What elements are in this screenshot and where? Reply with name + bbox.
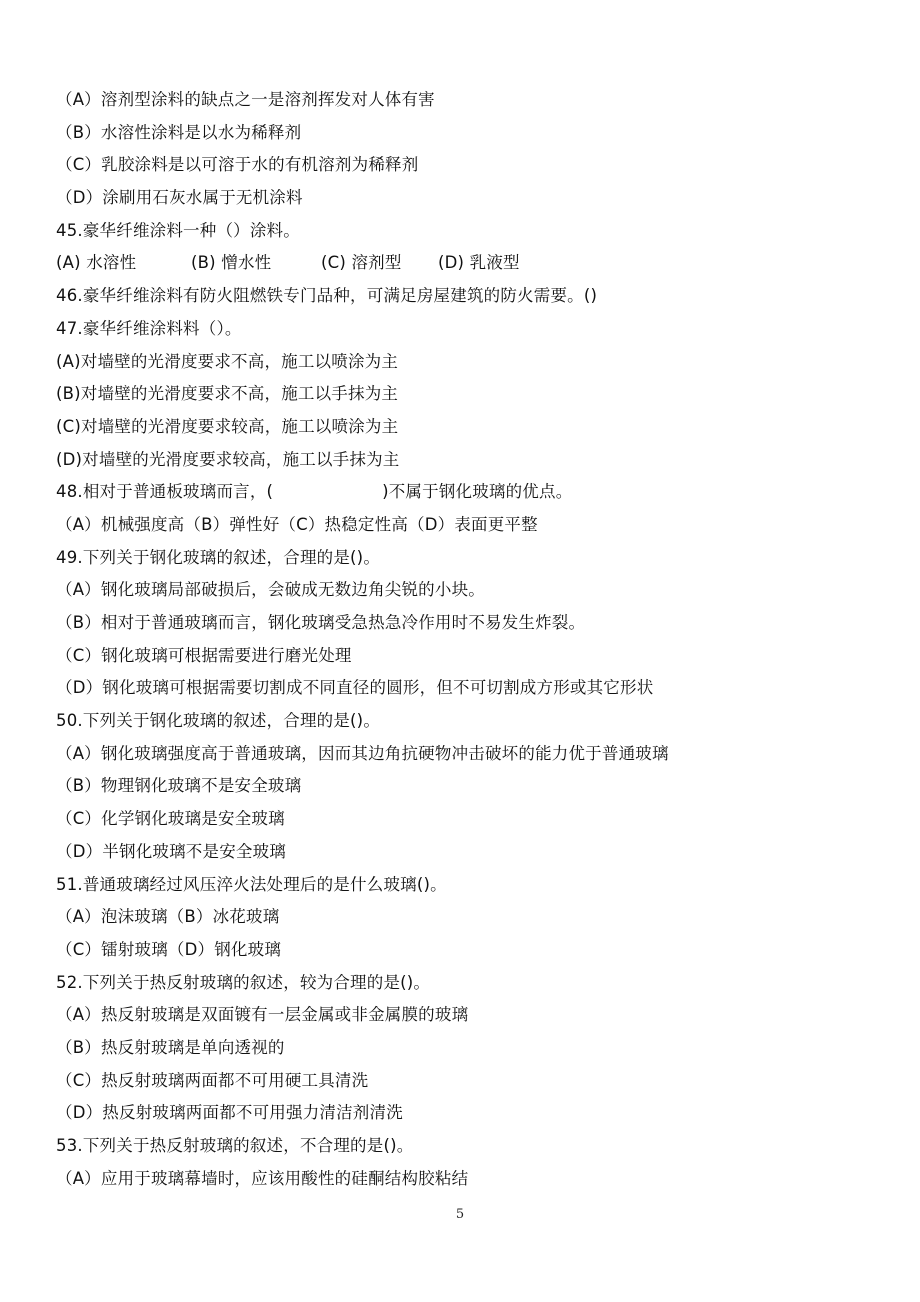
text-line: （A）机械强度高（B）弹性好（C）热稳定性高（D）表面更平整: [56, 514, 538, 534]
text-line: （D）钢化玻璃可根据需要切割成不同直径的圆形，但不可切割成方形或其它形状: [56, 678, 654, 698]
text-line: （C）乳胶涂料是以可溶于水的有机溶剂为稀释剂: [56, 155, 419, 175]
question-46: 46.豪华纤维涂料有防火阻燃铁专门品种，可满足房屋建筑的防火需要。(): [56, 286, 598, 306]
text-line: （A）泡沫玻璃（B）冰花玻璃: [56, 907, 280, 927]
question-52: 52.下列关于热反射玻璃的叙述，较为合理的是()。: [56, 972, 431, 992]
question-53: 53.下列关于热反射玻璃的叙述，不合理的是()。: [56, 1136, 414, 1155]
question-47: 47.豪华纤维涂料料（）。: [56, 318, 242, 338]
option-a: (A) 水溶性: [56, 253, 137, 273]
option-c: (C) 溶剂型: [321, 253, 402, 273]
page-number: 5: [455, 1207, 465, 1222]
text-line: （C）化学钢化玻璃是安全玻璃: [56, 809, 285, 829]
text-line: （A）钢化玻璃局部破损后，会破成无数边角尖锐的小块。: [56, 580, 485, 600]
text-line: （C）镭射玻璃（D）钢化玻璃: [56, 939, 282, 959]
text-line: （A）应用于玻璃幕墙时，应该用酸性的硅酮结构胶粘结: [56, 1168, 469, 1188]
question-49: 49.下列关于钢化玻璃的叙述，合理的是()。: [56, 547, 381, 567]
text-line: (B)对墙壁的光滑度要求不高，施工以手抹为主: [56, 384, 399, 404]
text-line: （C）钢化玻璃可根据需要进行磨光处理: [56, 645, 352, 665]
text-line: （C）热反射玻璃两面都不可用硬工具清洗: [56, 1070, 369, 1090]
page-content: [56, 84, 876, 1195]
option-d: (D) 乳液型: [438, 253, 520, 273]
text-line: （B）相对于普通玻璃而言，钢化玻璃受急热急冷作用时不易发生炸裂。: [56, 613, 586, 632]
text-line: （B）热反射玻璃是单向透视的: [56, 1037, 285, 1057]
text-line: （A）热反射玻璃是双面镀有一层金属或非金属膜的玻璃: [56, 1005, 469, 1025]
question-45-options: [56, 247, 876, 280]
text-line: （D）热反射玻璃两面都不可用强力清洁剂清洗: [56, 1103, 403, 1123]
text-line: （D）涂刷用石灰水属于无机涂料: [56, 188, 303, 208]
text-line: (C)对墙壁的光滑度要求较高，施工以喷涂为主: [56, 416, 399, 436]
text-line: (D)对墙壁的光滑度要求较高，施工以手抹为主: [56, 449, 400, 469]
question-48: 48.相对于普通板玻璃而言，( )不属于钢化玻璃的优点。: [56, 482, 573, 502]
question-51: 51.普通玻璃经过风压淬火法处理后的是什么玻璃()。: [56, 874, 447, 894]
text-line: （D）半钢化玻璃不是安全玻璃: [56, 841, 287, 861]
text-line: （A）钢化玻璃强度高于普通玻璃，因而其边角抗硬物冲击破坏的能力优于普通玻璃: [56, 743, 669, 763]
question-45: 45.豪华纤维涂料一种（）涂料。: [56, 220, 300, 240]
text-line: （A）溶剂型涂料的缺点之一是溶剂挥发对人体有害: [56, 90, 435, 109]
text-line: （B）物理钢化玻璃不是安全玻璃: [56, 776, 302, 796]
option-b: (B) 憎水性: [191, 253, 272, 273]
text-line: （B）水溶性涂料是以水为稀释剂: [56, 122, 302, 142]
text-line: (A)对墙壁的光滑度要求不高，施工以喷涂为主: [56, 351, 399, 371]
question-50: 50.下列关于钢化玻璃的叙述，合理的是()。: [56, 711, 381, 731]
